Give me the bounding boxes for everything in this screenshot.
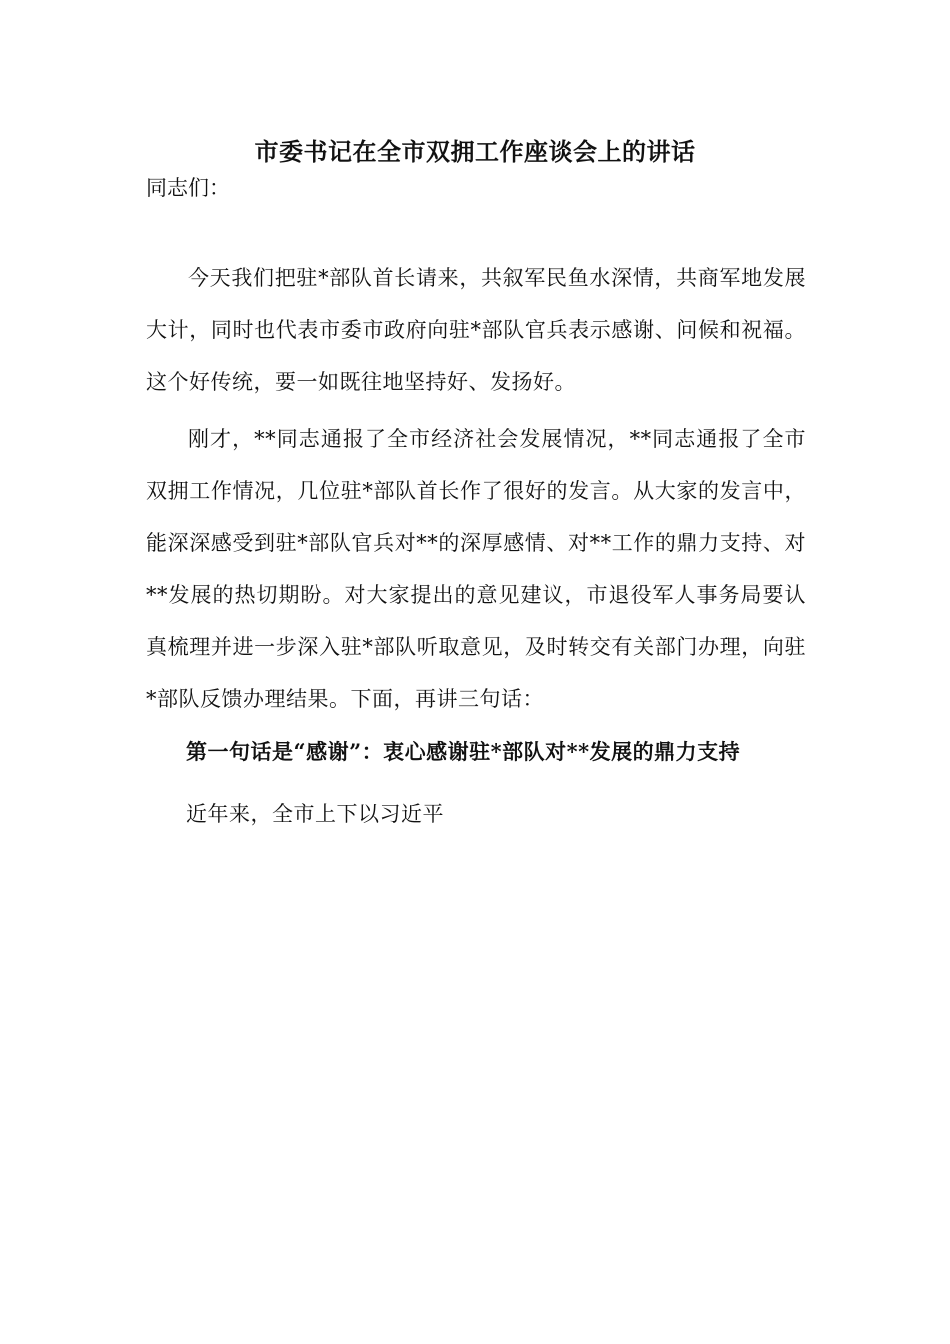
section-heading: 第一句话是“感谢”：衷心感谢驻*部队对**发展的鼎力支持 [186,739,741,764]
paragraph-3: 近年来，全市上下以习近平 [186,802,444,826]
salutation: 同志们： [146,176,230,200]
paragraph-2: 刚才，**同志通报了全市经济社会发展情况，**同志通报了全市双拥工作情况，几位驻*部队首长作了很好的发言。从大家的发言中，能深深感受到驻*部队官兵对**的深厚感情、对**工作的鼎力支持、对**发展的热切期盼。对大家提出的意见建议，市退役军人事务局要认真梳理并进一步深入驻*部队听取意见，及时转交有关部门办理，向驻*部队反馈办理结果。下面，再讲三句话： [146,427,806,711]
document-title: 市委书记在全市双拥工作座谈会上的讲话 [254,137,696,166]
paragraph-1: 今天我们把驻*部队首长请来，共叙军民鱼水深情，共商军地发展大计，同时也代表市委市政府向驻*部队官兵表示感谢、问候和祝福。这个好传统，要一如既往地坚持好、发扬好。 [146,266,806,394]
